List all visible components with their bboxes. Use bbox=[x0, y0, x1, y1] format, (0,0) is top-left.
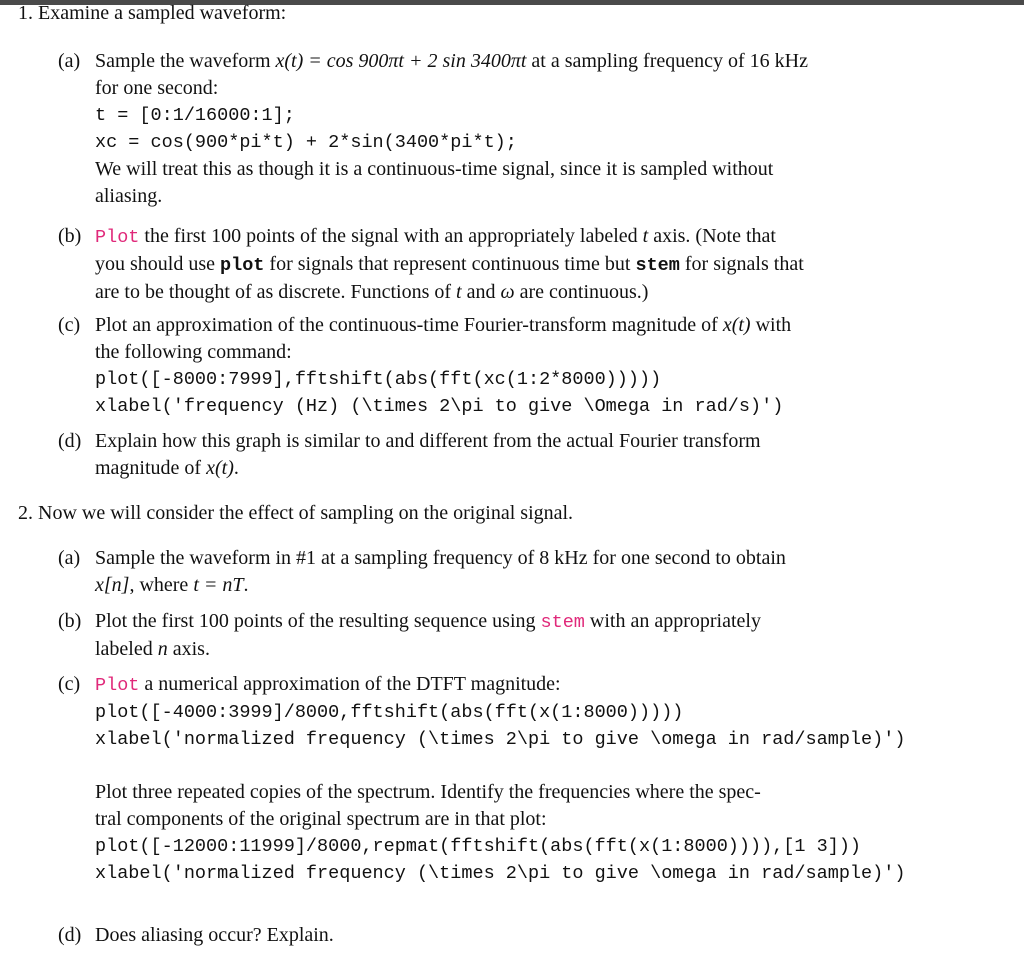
q2c-spacer bbox=[95, 753, 938, 779]
q1a-text: Sample the waveform bbox=[95, 50, 276, 72]
q1b-text-end: axis. (Note that bbox=[648, 225, 776, 247]
q2a-formula: x[n] bbox=[95, 574, 130, 596]
q1c-item bbox=[58, 312, 938, 420]
q2c-code-3: plot([-12000:11999]/8000,repmat(fftshift(abs(fft(x(1:8000)))),[1 3])) bbox=[95, 836, 862, 857]
q2c-code-2: xlabel('normalized frequency (\times 2\pi to give \omega in rad/sample)') bbox=[95, 729, 906, 750]
q1b-var-t: t bbox=[642, 225, 649, 247]
q2a-text-2-end: . bbox=[243, 574, 249, 596]
stem-link[interactable]: stem bbox=[540, 612, 585, 633]
q2a-formula-2: t = nT bbox=[193, 574, 244, 596]
q1b-plot-keyword: plot bbox=[220, 255, 265, 276]
q2d-item bbox=[58, 922, 938, 949]
plot-link[interactable]: Plot bbox=[95, 227, 140, 248]
q2b-text-2: labeled bbox=[95, 638, 158, 660]
q1b-text-2: you should use bbox=[95, 253, 220, 275]
q2c-code-1: plot([-4000:3999]/8000,fftshift(abs(fft(x(1:8000))))) bbox=[95, 702, 684, 723]
question-2-title: 2. Now we will consider the effect of sampling on the original signal. bbox=[18, 502, 574, 524]
q1a-text-4: aliasing. bbox=[95, 185, 163, 207]
q1b-label: (b) bbox=[58, 225, 82, 247]
q1a-text-3: We will treat this as though it is a continuous-time signal, since it is sampled without bbox=[95, 158, 774, 180]
q2a-label: (a) bbox=[58, 547, 81, 569]
q1b-stem-keyword: stem bbox=[635, 255, 680, 276]
q2a-item bbox=[58, 545, 938, 599]
q2b-text-2-end: axis. bbox=[167, 638, 210, 660]
q1b-var-t2: t bbox=[456, 281, 462, 303]
q2b-label: (b) bbox=[58, 610, 82, 632]
q2b-text-end: with an appropriately bbox=[584, 610, 761, 632]
q1c-text-2: the following command: bbox=[95, 341, 292, 363]
q1a-item bbox=[58, 48, 938, 210]
q2b-var-n: n bbox=[157, 638, 168, 660]
q1c-formula: x(t) bbox=[722, 314, 751, 336]
q1b-text-3-mid: and bbox=[461, 281, 501, 303]
q1c-label: (c) bbox=[58, 314, 81, 336]
q1c-text: Plot an approximation of the continuous-time Fourier-transform magnitude of bbox=[95, 314, 723, 336]
q2c-text-3: tral components of the original spectrum are in that plot: bbox=[95, 808, 547, 830]
q1d-text: Explain how this graph is similar to and different from the actual Fourier transform bbox=[95, 430, 761, 452]
q1b-text-3-end: are continuous.) bbox=[514, 281, 649, 303]
q1b-var-omega: ω bbox=[500, 281, 515, 303]
q1a-label: (a) bbox=[58, 50, 81, 72]
plot-link-2[interactable]: Plot bbox=[95, 675, 140, 696]
q1d-label: (d) bbox=[58, 430, 82, 452]
q2b-text: Plot the first 100 points of the resulting sequence using bbox=[95, 610, 541, 632]
q2a-text-2: , where bbox=[129, 574, 194, 596]
q1a-code-2: xc = cos(900*pi*t) + 2*sin(3400*pi*t); bbox=[95, 132, 517, 153]
q1b-text: the first 100 points of the signal with an appropriately labeled bbox=[139, 225, 643, 247]
q1b-text-2-mid: for signals that represent continuous time but bbox=[264, 253, 636, 275]
q2d-label: (d) bbox=[58, 924, 82, 946]
q1b-text-3: are to be thought of as discrete. Functions of bbox=[95, 281, 457, 303]
q1d-item bbox=[58, 428, 938, 482]
q1c-code-2: xlabel('frequency (Hz) (\times 2\pi to give \Omega in rad/s)') bbox=[95, 396, 784, 417]
q2c-label: (c) bbox=[58, 673, 81, 695]
q1b-text-2-end: for signals that bbox=[679, 253, 804, 275]
q1a-text-2: for one second: bbox=[95, 77, 219, 99]
q1a-formula: x(t) = cos 900πt + 2 sin 3400πt bbox=[275, 50, 527, 72]
q2b-item bbox=[58, 608, 938, 663]
q2c-text-2: Plot three repeated copies of the spectrum. Identify the frequencies where the spec- bbox=[95, 781, 761, 803]
q2c-code-4: xlabel('normalized frequency (\times 2\pi to give \omega in rad/sample)') bbox=[95, 863, 906, 884]
q1d-formula: x(t) bbox=[206, 457, 234, 479]
q1c-code-1: plot([-8000:7999],fftshift(abs(fft(xc(1:2*8000))))) bbox=[95, 369, 662, 390]
q1d-text-2-end: . bbox=[233, 457, 239, 479]
q2c-item bbox=[58, 671, 938, 887]
question-1-title: 1. Examine a sampled waveform: bbox=[18, 2, 287, 24]
q1b-item bbox=[58, 223, 938, 306]
q2d-text: Does aliasing occur? Explain. bbox=[95, 924, 334, 946]
q2a-text: Sample the waveform in #1 at a sampling frequency of 8 kHz for one second to obtain bbox=[95, 547, 786, 569]
q1a-code-1: t = [0:1/16000:1]; bbox=[95, 105, 295, 126]
q1a-text-end: at a sampling frequency of 16 kHz bbox=[526, 50, 808, 72]
q2c-text: a numerical approximation of the DTFT magnitude: bbox=[139, 673, 561, 695]
q1d-text-2: magnitude of bbox=[95, 457, 207, 479]
q1c-text-end: with bbox=[750, 314, 792, 336]
